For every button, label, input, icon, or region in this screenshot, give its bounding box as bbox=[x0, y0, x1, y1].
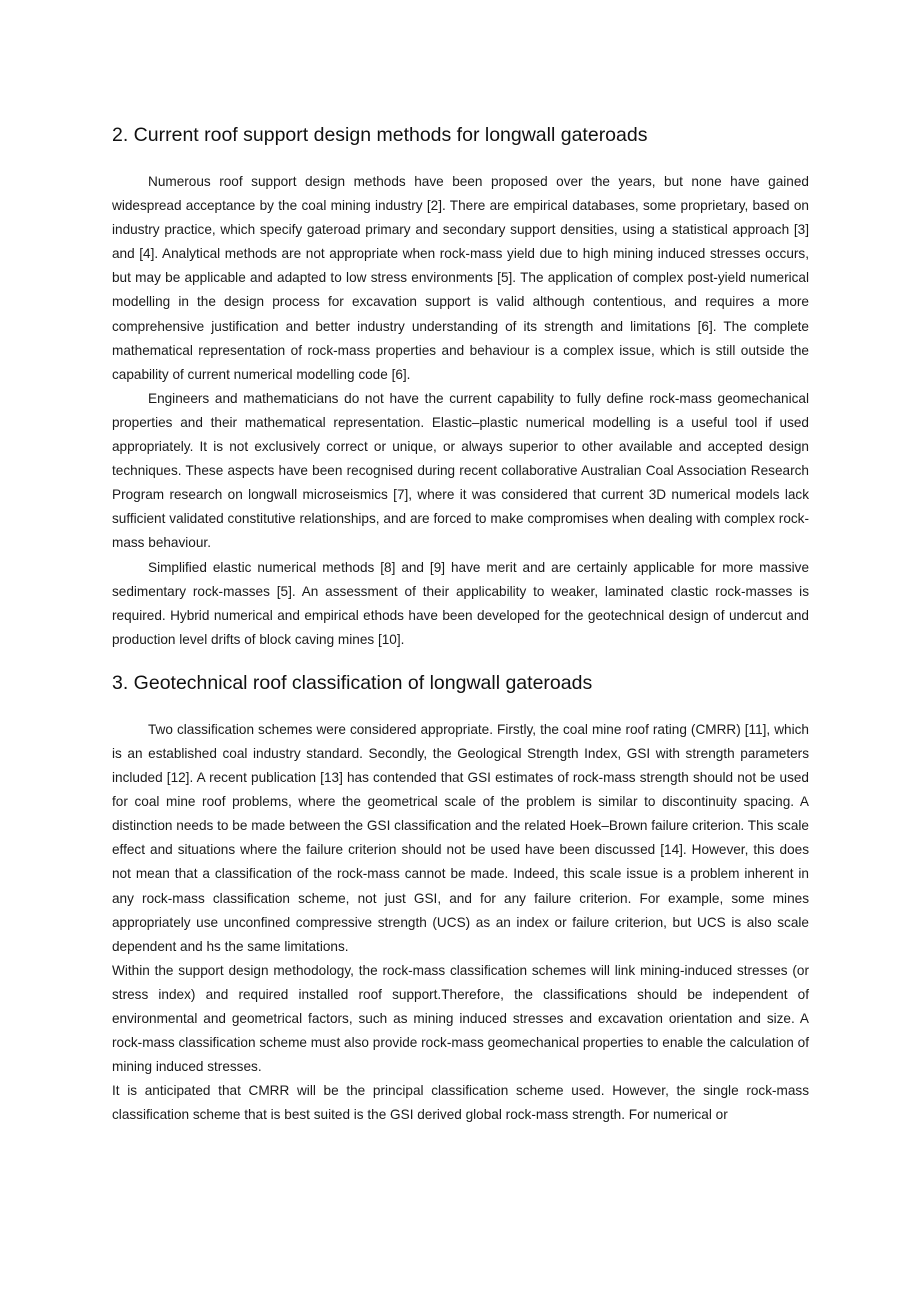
section-body bbox=[112, 718, 809, 1128]
document-page bbox=[112, 120, 809, 1127]
section-heading: 2. Current roof support design methods for longwall gateroads bbox=[112, 124, 648, 146]
body-paragraph: Numerous roof support design methods have been proposed over the years, but none have gained widespread acceptance by the coal mining industry [2]. There are empirical databases, some proprietary, based on industry practice, which specify gateroad primary and secondary support densities, using a statistical approach [3] and [4]. Analytical methods are not appropriate when rock-mass yield due to high mining induced stresses occurs, but may be applicable and adapted to low stress environments [5]. The application of complex post-yield numerical modelling in the design process for excavation support is valid although contentious, and requires a more comprehensive justification and better industry understanding of its strength and limitations [6]. The complete mathematical representation of rock-mass properties and behaviour is a complex issue, which is still outside the capability of current numerical modelling code [6]. bbox=[112, 174, 809, 382]
body-paragraph: Within the support design methodology, the rock-mass classification schemes will link mining-induced stresses (or stress index) and required installed roof support.Therefore, the classifications should be independent of environmental and geometrical factors, such as mining induced stresses and excavation orientation and size. A rock-mass classification scheme must also provide rock-mass geomechanical properties to enable the calculation of mining induced stresses. bbox=[112, 962, 809, 1075]
section-3 bbox=[112, 668, 809, 1128]
body-paragraph: Two classification schemes were considered appropriate. Firstly, the coal mine roof rating (CMRR) [11], which is an established coal industry standard. Secondly, the Geological Strength Index, GSI with strength parameters included [12]. A recent publication [13] has contended that GSI estimates of rock-mass strength should not be used for coal mine roof problems, where the geometrical scale of the problem is similar to discontinuity spacing. A distinction needs to be made between the GSI classification and the related Hoek–Brown failure criterion. This scale effect and situations where the failure criterion should not be used have been discussed [14]. However, this does not mean that a classification of the rock-mass cannot be made. Indeed, this scale issue is a problem inherent in any rock-mass classification scheme, not just GSI, and for any failure criterion. For example, some mines appropriately use unconfined compressive strength (UCS) as an index or failure criterion, but UCS is also scale dependent and hs the same limitations. bbox=[112, 721, 809, 954]
body-paragraph: Simplified elastic numerical methods [8] and [9] have merit and are certainly applicable for more massive sedimentary rock-masses [5]. An assessment of their applicability to weaker, laminated clastic rock-masses is required. Hybrid numerical and empirical ethods have been developed for the geotechnical design of undercut and production level drifts of block caving mines [10]. bbox=[112, 559, 809, 647]
section-2 bbox=[112, 120, 809, 652]
body-paragraph: Engineers and mathematicians do not have the current capability to fully define rock-mass geomechanical properties and their mathematical representation. Elastic–plastic numerical modelling is a useful tool if used appropriately. It is not exclusively correct or unique, or always superior to other available and accepted design techniques. These aspects have been recognised during recent collaborative Australian Coal Association Research Program research on longwall microseismics [7], where it was considered that current 3D numerical models lack sufficient validated constitutive relationships, and are forced to make compromises when dealing with complex rock-mass behaviour. bbox=[112, 390, 809, 551]
section-body bbox=[112, 170, 809, 652]
body-paragraph: It is anticipated that CMRR will be the principal classification scheme used. However, the single rock-mass classification scheme that is best suited is the GSI derived global rock-mass strength. For numerical or bbox=[112, 1083, 809, 1123]
section-heading: 3. Geotechnical roof classification of longwall gateroads bbox=[112, 671, 593, 694]
